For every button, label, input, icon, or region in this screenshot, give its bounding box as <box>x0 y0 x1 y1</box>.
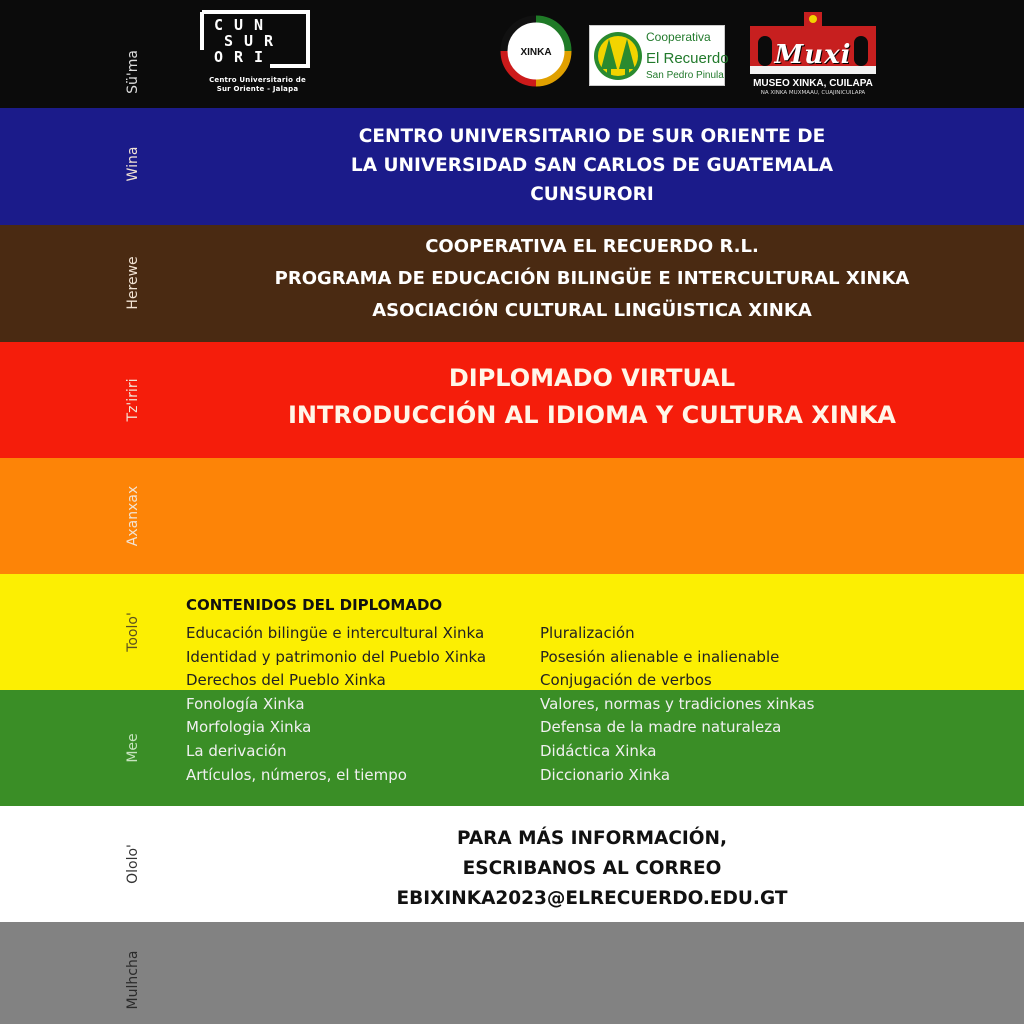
cooperativa-logo <box>589 25 729 86</box>
cun-letter: R <box>234 48 244 66</box>
list-item: Fonología Xinka <box>186 694 305 713</box>
museo-name: MUSEO XINKA, CUILAPA <box>753 78 873 89</box>
contents-title: CONTENIDOS DEL DIPLOMADO <box>186 596 443 614</box>
stripe-ololo <box>0 806 1024 922</box>
info-email[interactable]: EBIXINKA2023@ELRECUERDO.EDU.GT <box>396 888 788 909</box>
partners-heading <box>180 231 1004 327</box>
cun-letter: I <box>254 48 264 66</box>
stripe-label: Ololo' <box>125 844 141 884</box>
stripe-suma <box>0 0 1024 108</box>
list-item: Posesión alienable e inalienable <box>540 647 780 666</box>
stripe-wina <box>0 108 1024 225</box>
museo-xinka-logo <box>748 10 878 100</box>
cun-letter: U <box>244 32 254 50</box>
cunsurori-caption-1: Centro Universitario de <box>209 76 306 84</box>
xinka-seal-icon <box>500 15 572 87</box>
xinka-seal-text: XINKA <box>520 47 552 58</box>
list-item: Conjugación de verbos <box>540 671 712 690</box>
diplomado-line-2: INTRODUCCIÓN AL IDIOMA Y CULTURA XINKA <box>287 401 896 429</box>
contents-list-right <box>540 622 815 787</box>
info-block <box>180 824 1004 914</box>
list-item: Valores, normas y tradiciones xinkas <box>540 694 815 713</box>
cunsurori-caption-2: Sur Oriente - Jalapa <box>216 85 299 93</box>
institution-line-2: LA UNIVERSIDAD SAN CARLOS DE GUATEMALA <box>350 155 834 176</box>
coop-line-1: Cooperativa <box>646 30 711 44</box>
list-item: Derechos del Pueblo Xinka <box>186 671 386 690</box>
pine-tree-icon <box>593 29 643 82</box>
partners-line-2: PROGRAMA DE EDUCACIÓN BILINGÜE E INTERCULTURAL XINKA <box>274 268 910 289</box>
info-line-2: ESCRIBANOS AL CORREO <box>462 858 722 879</box>
institution-heading <box>180 122 1004 209</box>
list-item: Defensa de la madre naturaleza <box>540 718 782 737</box>
diplomado-line-1: DIPLOMADO VIRTUAL <box>448 364 736 392</box>
list-item: Identidad y patrimonio del Pueblo Xinka <box>186 647 487 666</box>
institution-line-3: CUNSURORI <box>530 184 654 205</box>
stripe-label: Herewe <box>125 256 141 310</box>
cun-letter: R <box>264 32 274 50</box>
partners-line-3: ASOCIACIÓN CULTURAL LINGÜISTICA XINKA <box>372 300 812 321</box>
list-item: Educación bilingüe e intercultural Xinka <box>186 624 485 642</box>
stripe-label: Mulhcha <box>125 950 141 1010</box>
partners-line-1: COOPERATIVA EL RECUERDO R.L. <box>425 236 759 257</box>
diplomado-title <box>180 360 1004 434</box>
stripe-mulhcha <box>0 922 1024 1024</box>
coop-line-2: El Recuerdo <box>646 50 729 67</box>
stripe-label: Axanxax <box>125 485 141 547</box>
list-item: Didáctica Xinka <box>540 741 657 760</box>
coop-line-3: San Pedro Pinula <box>646 70 724 81</box>
stripe-label: Mee <box>125 733 141 763</box>
list-item: Morfologia Xinka <box>186 718 312 737</box>
cunsurori-logo-icon <box>200 10 310 68</box>
museo-subtitle: NA XINKA MUXMAAU, CUAJINICUILAPA <box>760 90 866 96</box>
cun-letter: C <box>214 16 224 34</box>
contents-section <box>0 574 1024 806</box>
cun-letter: U <box>234 16 244 34</box>
cun-letter: N <box>254 16 264 34</box>
list-item: Artículos, números, el tiempo <box>186 765 407 784</box>
info-line-1: PARA MÁS INFORMACIÓN, <box>456 828 728 849</box>
stripe-label: Wina <box>125 146 141 182</box>
muxi-logo-text: Muxi <box>774 40 852 70</box>
list-item: Pluralización <box>540 624 635 642</box>
stripe-axanxax <box>0 458 1024 574</box>
list-item: Diccionario Xinka <box>540 765 671 784</box>
cunsurori-logo <box>200 10 315 94</box>
institution-line-1: CENTRO UNIVERSITARIO DE SUR ORIENTE DE <box>358 126 826 147</box>
stripe-label: Toolo' <box>125 612 141 652</box>
stripe-label: Tz'iriri <box>125 378 141 422</box>
stripe-label: Sü'ma <box>125 50 141 94</box>
contents-list-left <box>186 622 486 787</box>
cun-letter: O <box>214 48 224 66</box>
cun-letter: S <box>224 32 234 50</box>
list-item: La derivación <box>186 741 287 760</box>
stripe-tziriri <box>0 342 1024 458</box>
stripe-herewe <box>0 225 1024 342</box>
